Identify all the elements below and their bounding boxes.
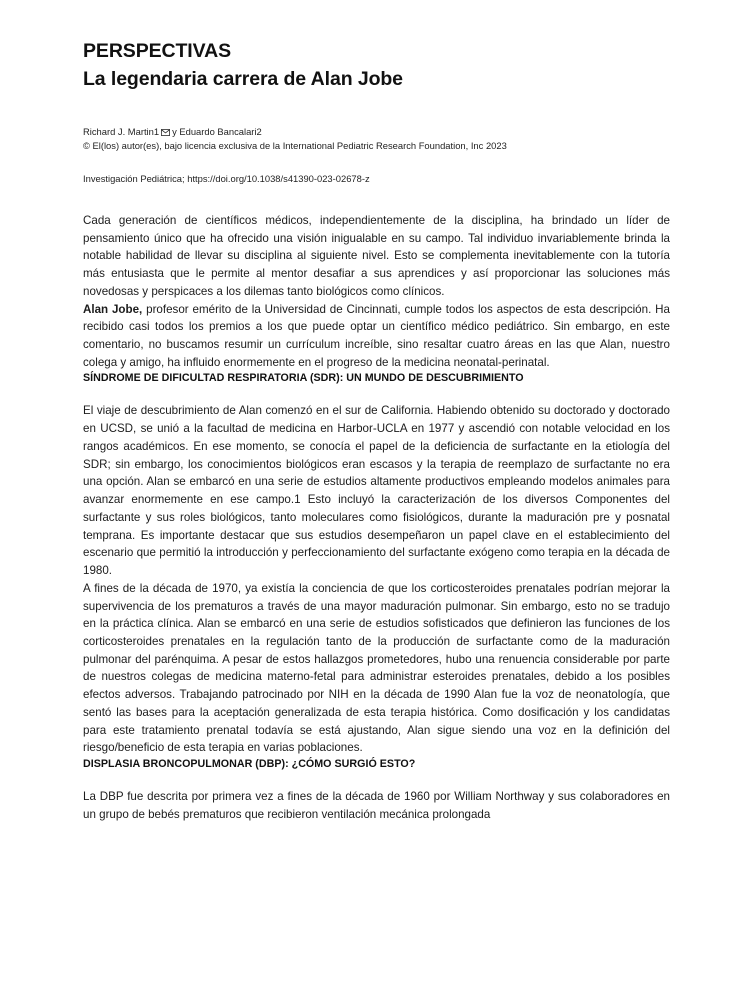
intro-paragraph-1: Cada generación de científicos médicos, independientemente de la disciplina, ha brindado un líder de pensamiento único que ha ofrecido una visión inigualable en su campo. Tal individuo invariablemente brinda la notable habilidad de llevar su disciplina al siguiente nivel. Esto se complementa inevitablemente con la tutoría más entusiasta que le permite al mentor desafiar a sus aprendices y así proporcionar las soluciones más novedosas y perspicaces a los dilemas tanto biológicos como clínicos. — [83, 213, 670, 298]
article-body — [83, 212, 670, 824]
envelope-icon[interactable] — [161, 129, 170, 136]
intro-paragraph-2 — [83, 301, 670, 372]
copyright-line: © El(los) autor(es), bajo licencia exclusiva de la International Pediatric Research Foundation, Inc 2023 — [83, 140, 507, 152]
author-line — [83, 125, 670, 139]
section-rds-paragraph-2: A fines de la década de 1970, ya existía la conciencia de que los corticosteroides prenatales podrían mejorar la supervivencia de los prematuros a través de una mayor maduración pulmonar. Sin embargo, esto no se tradujo en la práctica clínica. Alan se embarcó en una serie de estudios sofisticados que definieron las funciones de los corticosteroides prenatales en la regulación tanto de la producción de surfactante como de la maduración pulmonar del parénquima. A pesar de estos hallazgos prometedores, hubo una renuencia considerable por parte de nuestros colegas de medicina materno-fetal para administrar esteroides prenatales, debido a los posibles efectos adversos. Trabajando patrocinado por NIH en la década de 1990 Alan fue la voz de neonatología, que sentó las bases para la aceptación generalizada de esta terapia histórica. Como dosificación y los candidatas para este tratamiento prenatal todavía se está ajustando, Alan sigue siendo una voz en la definición del riesgo/beneficio de esta terapia en varias poblaciones. — [83, 581, 670, 755]
byline-block — [83, 125, 670, 154]
page-content-column — [83, 0, 670, 824]
section-heading-rds: SÍNDROME DE DIFICULTAD RESPIRATORIA (SDR): UN MUNDO DE DESCUBRIMIENTO — [83, 372, 524, 385]
section-rds-paragraph-1: El viaje de descubrimiento de Alan comenzó en el sur de California. Habiendo obtenido su doctorado y doctorado en UCSD, se unió a la facultad de medicina en Harbor-UCLA en 1977 y ascendió con notable velocidad en los rangos académicos. En ese momento, se conocía el papel de la deficiencia de surfactante en la etiología del SDR; sin embargo, los conocimientos biológicos eran escasos y la terapia de reemplazo de surfactante no era una opción. Alan se embarcó en una serie de estudios altamente productivos empleando modelos animales para avanzar enormemente en ese campo.1 Esto incluyó la caracterización de los diversos Componentes del surfactante y sus roles biológicos, tanto moleculares como fisiológicos, durante la maduración pre y posnatal temprana. Es importante destacar que sus estudios desempeñaron un papel clave en el establecimiento del escenario que permitió la introducción y perfeccionamiento del surfactante exógeno como terapia en la década de 1980. — [83, 404, 670, 578]
section-heading-bpd: DISPLASIA BRONCOPULMONAR (DBP): ¿CÓMO SURGIÓ ESTO? — [83, 758, 416, 771]
article-masthead — [83, 0, 670, 92]
author-names-secondary: y Eduardo Bancalari2 — [172, 126, 262, 138]
section-bpd-paragraph-1: La DBP fue descrita por primera vez a fines de la década de 1960 por William Northway y sus colaboradores en un grupo de bebés prematuros que recibieron ventilación mecánica prolongada — [83, 790, 670, 821]
page-title: La legendaria carrera de Alan Jobe — [83, 67, 403, 90]
section-kicker: PERSPECTIVAS — [83, 40, 231, 62]
intro-paragraph-2-text: profesor emérito de la Universidad de Cincinnati, cumple todos los aspectos de esta descripción. Ha recibido casi todos los premios a los que puede optar un científico médico pediátrico. Sin embargo, en este comentario, no buscamos resumir un currículum increíble, sino resaltar cuatro áreas en las que Alan, nuestro colega y amigo, ha influido enormemente en el progreso de la medicina neonatal-perinatal. — [83, 302, 670, 369]
citation-doi-line[interactable]: Investigación Pediátrica; https://doi.org/10.1038/s41390-023-02678-z — [83, 172, 370, 184]
author-names-primary: Richard J. Martin1 — [83, 126, 160, 138]
subject-name-emphasis: Alan Jobe, — [83, 302, 143, 316]
